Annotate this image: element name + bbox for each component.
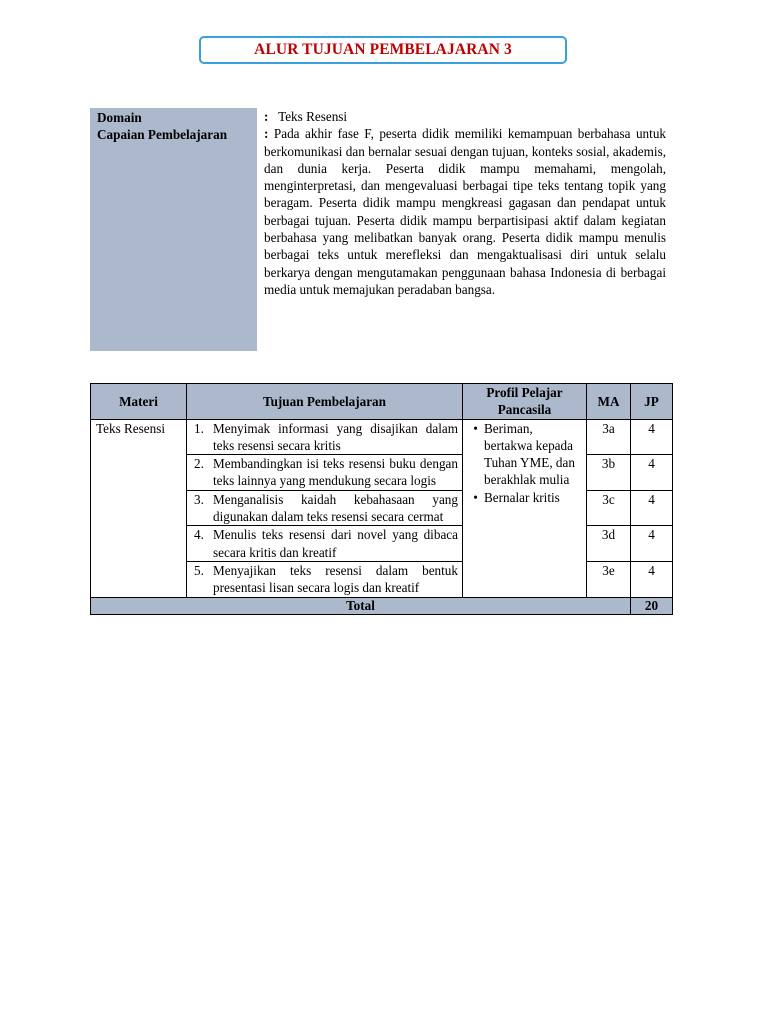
tujuan-cell (187, 419, 463, 455)
info-value-panel (264, 108, 666, 298)
profil-text: Beriman, bertakwa kepada Tuhan YME, dan berakhlak mulia (484, 420, 575, 488)
bullet-icon: • (473, 489, 478, 505)
header-tujuan: Tujuan Pembelajaran (187, 384, 463, 420)
profil-list (467, 420, 582, 506)
tujuan-number: 1. (194, 420, 204, 436)
tujuan-text: Menyimak informasi yang disajikan dalam teks resensi secara kritis (213, 420, 458, 453)
tujuan-number: 5. (194, 562, 204, 578)
tujuan-number: 2. (194, 456, 204, 472)
total-value: 20 (631, 597, 673, 614)
ma-cell: 3a (587, 419, 631, 455)
tujuan-table (90, 383, 673, 615)
list-item (467, 420, 582, 489)
tujuan-cell (187, 455, 463, 491)
jp-cell: 4 (631, 561, 673, 597)
ma-cell: 3d (587, 526, 631, 562)
jp-cell: 4 (631, 455, 673, 491)
ma-cell: 3b (587, 455, 631, 491)
materi-cell: Teks Resensi (91, 419, 187, 597)
capaian-colon: : (264, 126, 269, 142)
ma-cell: 3e (587, 561, 631, 597)
tujuan-number: 3. (194, 491, 204, 507)
tujuan-cell (187, 526, 463, 562)
tujuan-number: 4. (194, 527, 204, 543)
jp-cell: 4 (631, 526, 673, 562)
domain-line (264, 108, 666, 125)
list-item (467, 489, 582, 506)
header-profil: Profil Pelajar Pancasila (463, 384, 587, 420)
tujuan-cell (187, 490, 463, 526)
profil-cell (463, 419, 587, 597)
jp-cell: 4 (631, 490, 673, 526)
title-box (199, 36, 567, 64)
total-row (91, 597, 673, 614)
profil-text: Bernalar kritis (484, 489, 560, 505)
page-title: ALUR TUJUAN PEMBELAJARAN 3 (254, 41, 512, 58)
tujuan-text: Menganalisis kaidah kebahasaan yang digunakan dalam teks resensi secara cermat (213, 491, 458, 525)
capaian-line (264, 125, 666, 298)
header-jp: JP (631, 384, 673, 420)
header-ma: MA (587, 384, 631, 420)
info-label-panel (90, 108, 257, 351)
bullet-icon: • (473, 420, 478, 436)
domain-value: Teks Resensi (278, 109, 348, 124)
jp-cell: 4 (631, 419, 673, 455)
tujuan-text: Menyajikan teks resensi dalam bentuk presentasi lisan secara logis dan kreatif (213, 562, 458, 596)
total-label: Total (91, 597, 631, 614)
header-materi: Materi (91, 384, 187, 420)
ma-cell: 3c (587, 490, 631, 526)
tujuan-text: Menulis teks resensi dari novel yang dibaca secara kritis dan kreatif (213, 527, 458, 560)
capaian-label: Capaian Pembelajaran (97, 127, 228, 142)
capaian-value: Pada akhir fase F, peserta didik memiliki kemampuan berbahasa untuk berkomunikasi dan bernalar sesuai dengan tujuan, konteks sosial, akademis, dan dunia kerja. Peserta didik mampu memahami, mengolah, menginterpretasi, dan mengevaluasi berbagai tipe teks tentang topik yang beragam. Peserta didik mampu mengkreasi gagasan dan pendapat untuk berbagai tujuan. Peserta didik mampu berpartisipasi aktif dalam kegiatan berbahasa yang melibatkan banyak orang. Peserta didik mampu menulis berbagai teks untuk merefleksi dan mengaktualisasi diri untuk selalu berkarya dengan mengutamakan penggunaan bahasa Indonesia di berbagai media untuk memajukan peradaban bangsa. (264, 126, 667, 297)
tujuan-text: Membandingkan isi teks resensi buku dengan teks lainnya yang mendukung secara logis (213, 456, 458, 489)
domain-colon: : (264, 109, 269, 124)
table-header-row (91, 384, 673, 420)
table-row (91, 419, 673, 455)
tujuan-cell (187, 561, 463, 597)
domain-label: Domain (97, 110, 142, 125)
